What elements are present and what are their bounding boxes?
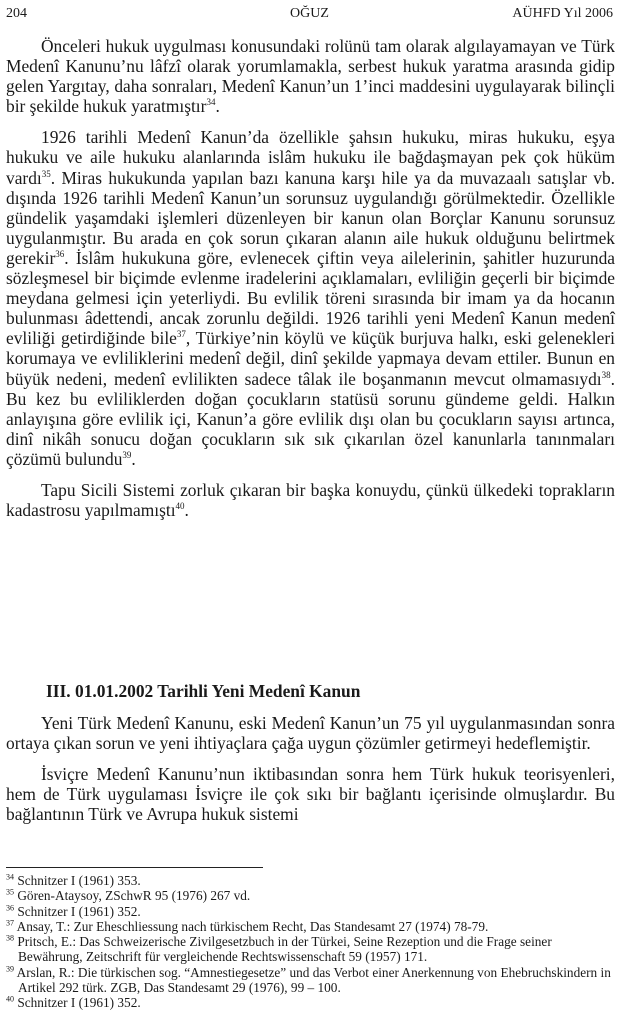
footnote-text: Schnitzer I (1961) 352. [17,995,141,1011]
footnote-number: 40 [6,994,14,1004]
paragraph [6,480,615,520]
footnote [6,904,615,919]
footnote-number: 36 [6,903,14,913]
text-run: Yeni Türk Medenî Kanunu, eski Medenî Kanun’un 75 yıl uygulanmasından sonra ortaya çıkan sorun ve yeni ihtiyaçlara çağa uygun çözümler getirmeyi hedeflemiştir. [6,713,615,754]
text-run: Tapu Sicili Sistemi zorluk çıkaran bir başka konuydu, çünkü ülkedeki toprakların kadastrosu yapılmamıştı [6,479,615,521]
footnote-text: Gören-Ataysoy, ZSchwR 95 (1976) 267 vd. [17,888,251,904]
footnote-ref: 34 [206,97,216,108]
paragraph [6,713,615,753]
footnote-separator [6,867,263,868]
footnote-number: 34 [6,872,14,882]
footnote-text: Schnitzer I (1961) 352. [17,903,141,919]
text-run: . [184,500,189,521]
footnote-number: 38 [6,933,14,943]
paragraph [6,127,615,469]
paragraph [6,764,615,824]
running-header [6,4,613,24]
text-run: . [215,96,220,117]
footnote-number: 39 [6,964,14,974]
footnote-text: Ansay, T.: Zur Eheschliessung nach türkischem Recht, Das Standesamt 27 (1974) 78-79. [16,918,489,934]
footnote [6,919,615,934]
footnote-ref: 38 [601,369,611,380]
footnote-ref: 36 [55,249,65,260]
footnote [6,995,615,1010]
footnote-text: Arslan, R.: Die türkischen sog. “Amnestiegesetze” und das Verbot einer Anerkennung von Ehebruchskindern in Artikel 292 türk. ZGB, Das Standesamt 29 (1976), 99 – 100. [16,964,611,996]
page-number: 204 [6,6,27,21]
paragraph [6,36,615,116]
body-text [6,36,615,520]
footnotes [6,873,615,1011]
text-run: Önceleri hukuk uygulması konusundaki rolünü tam olarak algılayamayan ve Türk Medenî Kanunu’nu lâfzî olarak yorumlamakla, serbest hukuk yaratma arasında gidip gelen Yargıtay, daha sonraları, Medenî Kanun’un 1’inci maddesini uygulayarak bilinçli bir şekilde hukuk yaratmıştır [6,36,615,117]
text-run: . Miras hukukunda yapılan bazı kanuna karşı hile ya da muvazaalı satışlar vb. dışında 1926 tarihli Medenî Kanun’un sorunsuz uygulandığı görülmektedir. Özellikle gündelik yaşamdaki işlemleri düzenleyen bir kanun olan Borçlar Kanunu sorunsuz uygulanmıştır. Bu arada en çok sorun çıkaran alanın aile hukuk olduğunu belirtmek gerekir [6,167,615,268]
footnote-ref: 40 [175,501,185,512]
section-heading: III. 01.01.2002 Tarihli Yeni Medenî Kanun [46,681,361,701]
header-author: OĞUZ [290,6,329,21]
footnote [6,934,615,965]
footnote [6,888,615,903]
text-run: , Türkiye’nin köylü ve küçük burjuva halkı, eski gelenekleri korumaya ve evliliklerini medenî değil, dinî şekilde yapmaya devam ettiler. Bunun en büyük nedeni, medenî evlilikten sadece tâlak ile boşanmanın mevcut olmamasıydı [6,328,615,389]
footnote-text: Pritsch, E.: Das Schweizerische Zivilgesetzbuch in der Türkei, Seine Rezeption und die Frage seiner Bewährung, Zeitschrift für vergleichende Rechtswissenschaft 59 (1957) 171. [17,934,552,965]
text-run: İsviçre Medenî Kanunu’nun iktibasından sonra hem Türk hukuk teorisyenleri, hem de Türk uygulaması İsviçre ile çok sıkı bir bağlantı içerisinde olmuşlardır. Bu bağlantının Türk ve Avrupa hukuk sistemi [6,764,615,825]
text-run: . [131,448,136,469]
footnote-number: 37 [6,918,14,928]
footnote [6,965,615,996]
footnote [6,873,615,888]
text-run: 1926 tarihli Medenî Kanun’da özellikle şahsın hukuku, miras hukuku, eşya hukuku ve aile hukuku alanlarında islâm hukuku ile bağdaşmayan pek çok hüküm vardı [6,127,615,188]
section-body-text [6,713,615,824]
text-run: . Bu kez bu evliliklerden doğan çocukların statüsü sorunu gündeme geldi. Halkın anlayışına göre evlilik içi, Kanun’a göre evlilik dışı olan bu çocukların sayısı artınca, dinî nikâh sonucu doğan çocukların sık sık çıkarılan özel kanunlarla tanınmaları çözümü bulundu [6,368,615,469]
footnote-ref: 35 [41,168,51,179]
footnote-number: 35 [6,887,14,897]
footnote-text: Schnitzer I (1961) 353. [17,873,141,888]
footnote-ref: 37 [176,329,186,340]
header-journal: AÜHFD Yıl 2006 [512,6,613,21]
footnote-ref: 39 [122,450,132,461]
text-run: . İslâm hukukuna göre, evlenecek çiftin veya ailelerinin, şahitler huzurunda sözleşmesel bir biçimde evlenme iradelerini açıklamaları, evliliğin geçerli bir biçimde meydana gelmesi için yeterliydi. Bu evlilik töreni sırasında bir imam ya da hocanın bulunması âdettendi, ancak zorunlu değildi. 1926 tarihli yeni Medenî Kanun medenî evliliği getirdiğinde bile [6,247,615,349]
